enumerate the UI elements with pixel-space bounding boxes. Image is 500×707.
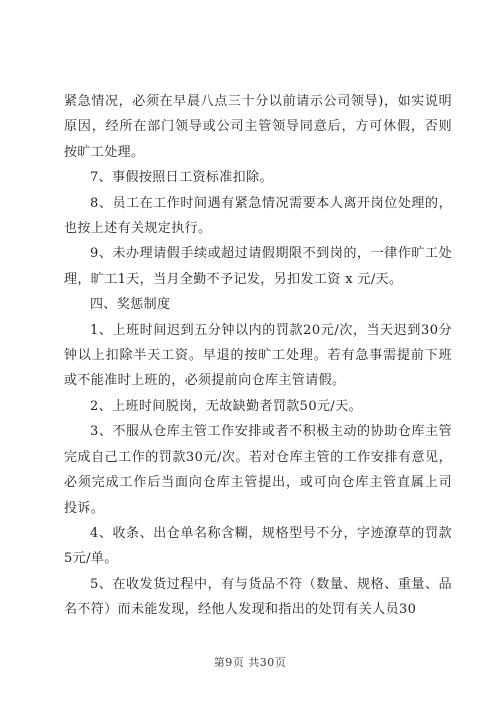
section-heading-rewards-penalties: 四、奖惩制度 bbox=[90, 297, 171, 313]
paragraph-leave-procedure-continued: 紧急情况，必须在早晨八点三十分以前请示公司领导)，如实说明原因，经所在部门领导或公司主管领导同意后，方可休假，否则按旷工处理。 bbox=[64, 94, 452, 160]
paragraph-rule-7: 7、事假按照日工资标准扣除。 bbox=[90, 170, 273, 186]
paragraph-rule-8: 8、员工在工作时间遇有紧急情况需要本人离开岗位处理的，也按上述有关规定执行。 bbox=[64, 195, 452, 237]
paragraph-penalty-1: 1、上班时间迟到五分钟以内的罚款20元/次，当天迟到30分钟以上扣除半天工资。早退的按旷工处理。若有急事需提前下班或不能准时上班的，必须提前向仓库主管请假。 bbox=[64, 322, 452, 389]
paragraph-penalty-3: 3、不服从仓库主管工作安排或者不积极主动的协助仓库主管完成自己工作的罚款30元/次。若对仓库主管的工作安排有意见，必须完成工作后当面向仓库主管提出，或可向仓库主管直属上司投诉。 bbox=[64, 424, 452, 516]
paragraph-rule-9: 9、未办理请假手续或超过请假期限不到岗的，一律作旷工处理，旷工1天，当月全勤不予记发，另扣发工资 x 元/天。 bbox=[64, 246, 452, 287]
paragraph-penalty-5: 5、在收发货过程中，有与货品不符（数量、规格、重量、品名不符）而未能发现，经他人发现和指出的处罚有关人员30 bbox=[64, 576, 452, 618]
document-body bbox=[64, 89, 452, 623]
paragraph-penalty-4: 4、收条、出仓单名称含糊，规格型号不分，字迹潦草的罚款5元/单。 bbox=[64, 525, 452, 567]
paragraph-penalty-2: 2、上班时间脱岗，无故缺勤者罚款50元/天。 bbox=[90, 398, 362, 414]
page-number-footer: 第9页 共30页 bbox=[213, 656, 287, 669]
